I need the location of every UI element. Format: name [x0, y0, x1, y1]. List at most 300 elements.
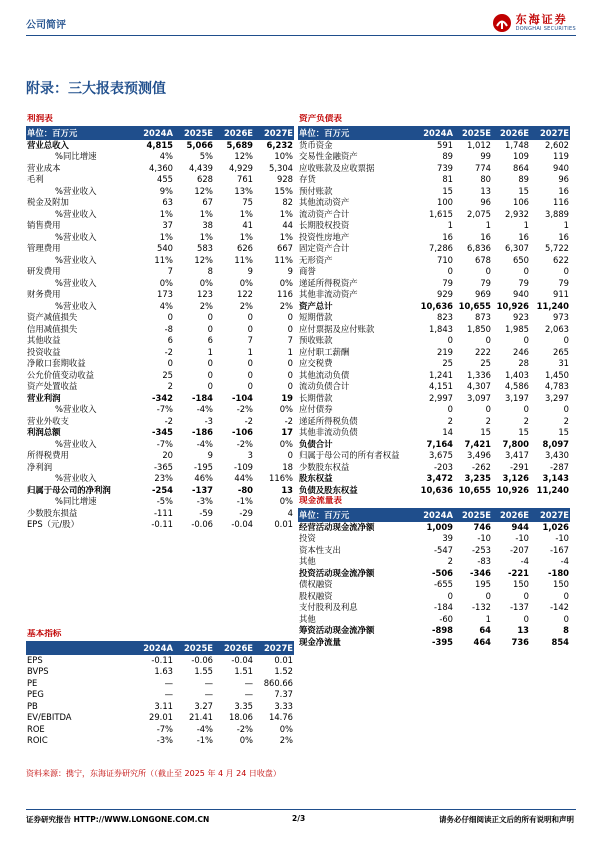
- value-cell: 150: [553, 579, 569, 589]
- table-row: [26, 289, 294, 301]
- row-label: 资产减值损失: [27, 312, 78, 322]
- row-label: 其他流动资产: [299, 197, 350, 207]
- value-cell: 7: [167, 266, 173, 276]
- row-label: 所得税费用: [27, 450, 69, 460]
- value-cell: 15%: [274, 185, 293, 196]
- value-cell: 1%: [279, 208, 293, 219]
- value-cell: 7,164: [426, 438, 453, 449]
- value-cell: 4,360: [149, 162, 173, 173]
- value-cell: -2: [244, 415, 253, 426]
- value-cell: -3: [204, 415, 213, 426]
- value-cell: 678: [475, 254, 491, 265]
- value-cell: 1.52: [274, 666, 293, 676]
- empty-cell: [254, 114, 294, 126]
- table-row: [298, 140, 570, 152]
- value-cell: 15: [480, 427, 491, 437]
- value-cell: -221: [508, 567, 529, 578]
- value-cell: 15: [558, 427, 569, 437]
- value-cell: -4: [560, 556, 569, 566]
- value-cell: 710: [437, 254, 453, 265]
- value-cell: 0: [207, 358, 213, 368]
- value-cell: -2: [164, 346, 173, 357]
- value-cell: 96: [480, 197, 491, 207]
- value-cell: 628: [197, 174, 213, 184]
- row-label: 信用减值损失: [27, 323, 78, 334]
- row-label: ROIC: [27, 735, 48, 745]
- table-row: [298, 197, 570, 209]
- empty-cell: [416, 496, 454, 508]
- table-row: [298, 591, 570, 603]
- value-cell: 0%: [279, 723, 293, 734]
- value-cell: 4,815: [146, 139, 173, 150]
- row-label: 筹资活动现金流净额: [299, 625, 375, 635]
- value-cell: 4: [287, 507, 293, 518]
- value-cell: 10,655: [458, 484, 491, 495]
- value-cell: 2%: [279, 300, 293, 311]
- value-cell: 940: [513, 289, 529, 299]
- row-label: 净敞口套期收益: [27, 358, 86, 368]
- value-cell: 12%: [234, 151, 253, 161]
- row-label: 归属于母公司的净利润: [27, 484, 111, 495]
- value-cell: 1: [523, 220, 529, 230]
- value-cell: -253: [471, 544, 491, 555]
- value-cell: 0: [523, 590, 529, 601]
- empty-cell: [134, 629, 174, 641]
- value-cell: 79: [480, 277, 491, 288]
- value-cell: 1.51: [234, 666, 253, 676]
- value-cell: —: [244, 677, 253, 688]
- balance-section-title: [298, 114, 570, 126]
- value-cell: 1%: [239, 231, 253, 242]
- value-cell: 0%: [199, 277, 213, 288]
- value-cell: 19: [281, 392, 293, 403]
- value-cell: -898: [432, 625, 453, 635]
- row-label: 应付债券: [299, 404, 333, 414]
- value-cell: 11%: [234, 254, 253, 265]
- value-cell: 5,689: [226, 139, 253, 150]
- value-cell: -7%: [156, 723, 173, 734]
- value-cell: 9: [247, 266, 253, 276]
- value-cell: 23%: [154, 473, 173, 483]
- value-cell: 0: [207, 312, 213, 322]
- table-row: [298, 579, 570, 591]
- report-type-label: 公司简评: [26, 20, 66, 31]
- table-row: [298, 370, 570, 382]
- value-cell: 0: [523, 266, 529, 276]
- value-cell: -137: [192, 484, 213, 495]
- value-cell: 3,496: [467, 450, 491, 460]
- company-logo: [492, 12, 576, 34]
- value-cell: -4: [520, 556, 529, 566]
- value-cell: 0: [287, 312, 293, 322]
- row-label: %营业收入: [55, 277, 97, 288]
- year-header: 2026E: [492, 126, 530, 140]
- value-cell: 2: [447, 415, 453, 426]
- row-label: 利润总额: [27, 427, 61, 437]
- empty-cell: [214, 629, 254, 641]
- value-cell: 455: [157, 174, 173, 184]
- cashflow-header-row: [298, 508, 570, 522]
- value-cell: 79: [518, 277, 529, 288]
- table-row: [298, 462, 570, 474]
- value-cell: 0: [523, 404, 529, 414]
- value-cell: -0.11: [151, 654, 173, 665]
- value-cell: -83: [477, 556, 491, 566]
- value-cell: 13: [281, 484, 293, 495]
- value-cell: 0: [167, 312, 173, 322]
- value-cell: 44: [282, 220, 293, 230]
- value-cell: 4,439: [189, 162, 213, 173]
- table-row: [26, 666, 294, 678]
- section-title: 资产负债表: [298, 114, 416, 126]
- value-cell: 8: [563, 625, 569, 635]
- table-row: [26, 496, 294, 508]
- value-cell: 20: [162, 450, 173, 460]
- value-cell: 3: [247, 450, 253, 460]
- row-label: %营业收入: [55, 231, 97, 242]
- empty-cell: [530, 496, 570, 508]
- value-cell: 10,655: [458, 300, 491, 311]
- value-cell: 14.76: [269, 712, 293, 722]
- year-header: 2024A: [134, 126, 174, 140]
- value-cell: 122: [237, 289, 253, 299]
- row-label: 递延所得税资产: [299, 277, 358, 288]
- table-row: [298, 174, 570, 186]
- value-cell: 37: [162, 220, 173, 230]
- income-header-row: [26, 126, 294, 140]
- row-label: 营业利润: [27, 392, 61, 403]
- value-cell: 89: [518, 174, 529, 184]
- value-cell: -2%: [236, 723, 253, 734]
- value-cell: 0: [523, 613, 529, 624]
- value-cell: 10,926: [496, 300, 529, 311]
- unit-label: [26, 641, 134, 655]
- value-cell: 1: [485, 613, 491, 624]
- empty-cell: [174, 629, 214, 641]
- value-cell: -287: [549, 461, 569, 472]
- row-label: EPS（元/股）: [27, 519, 79, 529]
- table-row: [26, 324, 294, 336]
- table-row: [298, 266, 570, 278]
- row-label: 存货: [299, 174, 316, 184]
- table-row: [298, 533, 570, 545]
- metrics-header-row: [26, 641, 294, 655]
- table-row: [298, 232, 570, 244]
- value-cell: 219: [437, 346, 453, 357]
- value-cell: 12%: [194, 185, 213, 196]
- table-row: [298, 404, 570, 416]
- value-cell: 0: [287, 450, 293, 460]
- table-row: [26, 655, 294, 667]
- value-cell: -195: [193, 461, 213, 472]
- value-cell: -345: [152, 427, 173, 437]
- value-cell: —: [204, 677, 213, 688]
- table-row: [298, 522, 570, 534]
- value-cell: 823: [437, 312, 453, 322]
- value-cell: 31: [558, 358, 569, 368]
- year-header: 2027E: [530, 126, 570, 140]
- value-cell: 246: [513, 346, 529, 357]
- row-label: 负债及股东权益: [299, 484, 358, 495]
- value-cell: 4,783: [545, 381, 569, 391]
- table-row: [26, 174, 294, 186]
- value-cell: 0: [247, 381, 253, 391]
- table-row: [26, 450, 294, 462]
- year-header: 2026E: [214, 641, 254, 655]
- value-cell: 1%: [199, 208, 213, 219]
- year-header: 2025E: [174, 641, 214, 655]
- value-cell: 622: [553, 254, 569, 265]
- value-cell: 7,421: [464, 438, 491, 449]
- row-label: 短期借款: [299, 312, 333, 322]
- value-cell: 109: [513, 151, 529, 161]
- table-row: [26, 312, 294, 324]
- value-cell: 13: [517, 625, 529, 635]
- value-cell: 1,985: [505, 323, 529, 334]
- table-row: [298, 347, 570, 359]
- value-cell: -1%: [196, 735, 213, 745]
- year-header: 2024A: [134, 641, 174, 655]
- value-cell: 0: [207, 323, 213, 334]
- page-title: 附录：三大报表预测值: [26, 81, 166, 97]
- value-cell: 10,636: [420, 300, 453, 311]
- table-row: [298, 625, 570, 637]
- value-cell: 0: [563, 613, 569, 624]
- year-header: 2025E: [454, 508, 492, 522]
- value-cell: -395: [432, 636, 453, 647]
- value-cell: 667: [277, 243, 293, 253]
- value-cell: -0.04: [231, 519, 253, 529]
- value-cell: 3,675: [429, 450, 453, 460]
- table-row: [26, 335, 294, 347]
- row-label: %营业收入: [55, 473, 97, 483]
- row-label: 负债合计: [299, 438, 333, 449]
- value-cell: 17: [281, 427, 293, 437]
- table-row: [26, 197, 294, 209]
- value-cell: -203: [433, 461, 453, 472]
- table-row: [298, 427, 570, 439]
- value-cell: -111: [153, 507, 173, 518]
- year-header: 2026E: [214, 126, 254, 140]
- footer-website: 证券研究报告 HTTP://WWW.LONGONE.COM.CN: [26, 815, 210, 824]
- value-cell: 1,012: [467, 139, 491, 150]
- page-number: 2/3: [292, 814, 306, 823]
- value-cell: -0.06: [191, 519, 213, 529]
- value-cell: 4%: [159, 151, 173, 161]
- value-cell: 1: [485, 220, 491, 230]
- row-label: 固定资产合计: [299, 243, 350, 253]
- table-row: [26, 678, 294, 690]
- row-label: 货币资金: [299, 139, 333, 150]
- value-cell: 3,197: [505, 392, 529, 403]
- value-cell: 1,850: [467, 323, 491, 334]
- value-cell: —: [164, 677, 173, 688]
- row-label: 其他: [299, 613, 316, 624]
- row-label: PE: [27, 677, 38, 688]
- value-cell: 0%: [279, 496, 293, 506]
- value-cell: 6: [167, 335, 173, 345]
- table-row: [298, 556, 570, 568]
- table-row: [26, 416, 294, 428]
- value-cell: 116%: [269, 473, 293, 483]
- value-cell: 13: [480, 185, 491, 196]
- row-label: 管理费用: [27, 243, 61, 253]
- value-cell: —: [204, 689, 213, 699]
- value-cell: -132: [471, 602, 491, 612]
- value-cell: 0: [247, 369, 253, 380]
- value-cell: -2: [164, 415, 173, 426]
- value-cell: -0.04: [231, 654, 253, 665]
- row-label: 营业总收入: [27, 139, 69, 150]
- value-cell: 1,026: [542, 521, 569, 532]
- value-cell: -4%: [196, 404, 213, 414]
- year-header: 2025E: [454, 126, 492, 140]
- value-cell: 1: [287, 346, 293, 357]
- table-row: [26, 735, 294, 747]
- value-cell: -2: [284, 415, 293, 426]
- row-label: BVPS: [27, 666, 49, 676]
- value-cell: 761: [237, 174, 253, 184]
- value-cell: 2%: [279, 735, 293, 745]
- empty-cell: [174, 114, 214, 126]
- value-cell: 12%: [194, 254, 213, 265]
- value-cell: -5%: [156, 496, 173, 506]
- value-cell: 14: [442, 427, 453, 437]
- row-label: EPS: [27, 654, 43, 665]
- unit-label: 单位：百万元: [298, 508, 416, 522]
- value-cell: 973: [553, 312, 569, 322]
- value-cell: 2,932: [505, 208, 529, 219]
- empty-cell: [492, 496, 530, 508]
- table-row: [298, 335, 570, 347]
- value-cell: 18.06: [229, 712, 253, 722]
- table-row: [298, 209, 570, 221]
- value-cell: 13%: [234, 185, 253, 196]
- table-row: [26, 243, 294, 255]
- value-cell: 626: [237, 243, 253, 253]
- table-row: [26, 358, 294, 370]
- value-cell: 16: [558, 185, 569, 196]
- table-row: [26, 701, 294, 713]
- row-label: 流动资产合计: [299, 208, 350, 219]
- row-label: PEG: [27, 689, 44, 699]
- unit-label: 单位：百万元: [26, 126, 134, 140]
- row-label: %同比增速: [55, 496, 97, 506]
- page-header: [26, 12, 576, 34]
- value-cell: 123: [197, 289, 213, 299]
- value-cell: 3.33: [274, 700, 293, 711]
- row-label: PB: [27, 700, 38, 711]
- value-cell: 8: [207, 266, 213, 276]
- value-cell: 873: [475, 312, 491, 322]
- data-source-note: 资料来源：携宁，东海证券研究所（（截止至 2025 年 4 月 24 日收盘）: [26, 769, 281, 778]
- table-row: [298, 545, 570, 557]
- value-cell: 1,843: [429, 323, 453, 334]
- value-cell: 0: [485, 266, 491, 276]
- table-row: [26, 393, 294, 405]
- value-cell: -137: [509, 602, 529, 612]
- row-label: %营业收入: [55, 438, 97, 449]
- value-cell: 64: [479, 625, 491, 635]
- value-cell: 911: [553, 289, 569, 299]
- value-cell: -10: [515, 533, 529, 543]
- row-label: 税金及附加: [27, 197, 69, 207]
- row-label: 毛利: [27, 174, 44, 184]
- row-label: 现金净流量: [299, 636, 341, 647]
- value-cell: 591: [437, 139, 453, 150]
- value-cell: -186: [192, 427, 213, 437]
- income-statement-table: [26, 114, 294, 531]
- value-cell: -3%: [196, 496, 213, 506]
- table-row: [298, 450, 570, 462]
- row-label: 其他流动负债: [299, 369, 350, 380]
- value-cell: -109: [233, 461, 253, 472]
- row-label: %营业收入: [55, 208, 97, 219]
- row-label: 研发费用: [27, 266, 61, 276]
- value-cell: 0: [287, 323, 293, 334]
- row-label: 支付股利及利息: [299, 602, 358, 612]
- value-cell: 736: [511, 636, 529, 647]
- year-header: 2027E: [254, 126, 294, 140]
- value-cell: 6,836: [467, 243, 491, 253]
- value-cell: 1,450: [545, 369, 569, 380]
- table-row: [26, 462, 294, 474]
- value-cell: 222: [475, 346, 491, 357]
- value-cell: 4,151: [429, 381, 453, 391]
- value-cell: 2: [447, 556, 453, 566]
- row-label: 资产处置收益: [27, 381, 78, 391]
- year-header: 2027E: [254, 641, 294, 655]
- value-cell: -4%: [196, 438, 213, 449]
- value-cell: 5,066: [186, 139, 213, 150]
- table-row: [26, 163, 294, 175]
- value-cell: 4,307: [467, 381, 491, 391]
- income-section-title: [26, 114, 294, 126]
- row-label: 应付职工薪酬: [299, 346, 350, 357]
- value-cell: 774: [475, 162, 491, 173]
- table-row: [298, 163, 570, 175]
- value-cell: 2: [563, 415, 569, 426]
- value-cell: 0%: [159, 277, 173, 288]
- row-label: 应交税费: [299, 358, 333, 368]
- section-title: 利润表: [26, 114, 134, 126]
- row-label: 其他: [299, 556, 316, 566]
- value-cell: 10%: [274, 151, 293, 161]
- table-row: [26, 151, 294, 163]
- value-cell: 7: [287, 335, 293, 345]
- row-label: 归属于母公司的所有者权益: [299, 450, 400, 460]
- value-cell: 0: [485, 404, 491, 414]
- value-cell: 3,889: [545, 208, 569, 219]
- value-cell: 3.11: [154, 700, 173, 711]
- value-cell: 0: [287, 381, 293, 391]
- value-cell: -2%: [236, 438, 253, 449]
- value-cell: 1,748: [505, 139, 529, 150]
- table-row: [298, 381, 570, 393]
- value-cell: 41: [242, 220, 253, 230]
- table-row: [298, 186, 570, 198]
- row-label: 营业成本: [27, 162, 61, 173]
- value-cell: 7: [247, 335, 253, 345]
- value-cell: -0.06: [191, 654, 213, 665]
- unit-label: 单位：百万元: [298, 126, 416, 140]
- value-cell: -180: [548, 567, 569, 578]
- value-cell: 739: [437, 162, 453, 173]
- value-cell: 1%: [199, 231, 213, 242]
- table-row: [26, 209, 294, 221]
- row-label: 应收账款及应收票据: [299, 162, 375, 173]
- value-cell: 7,286: [429, 243, 453, 253]
